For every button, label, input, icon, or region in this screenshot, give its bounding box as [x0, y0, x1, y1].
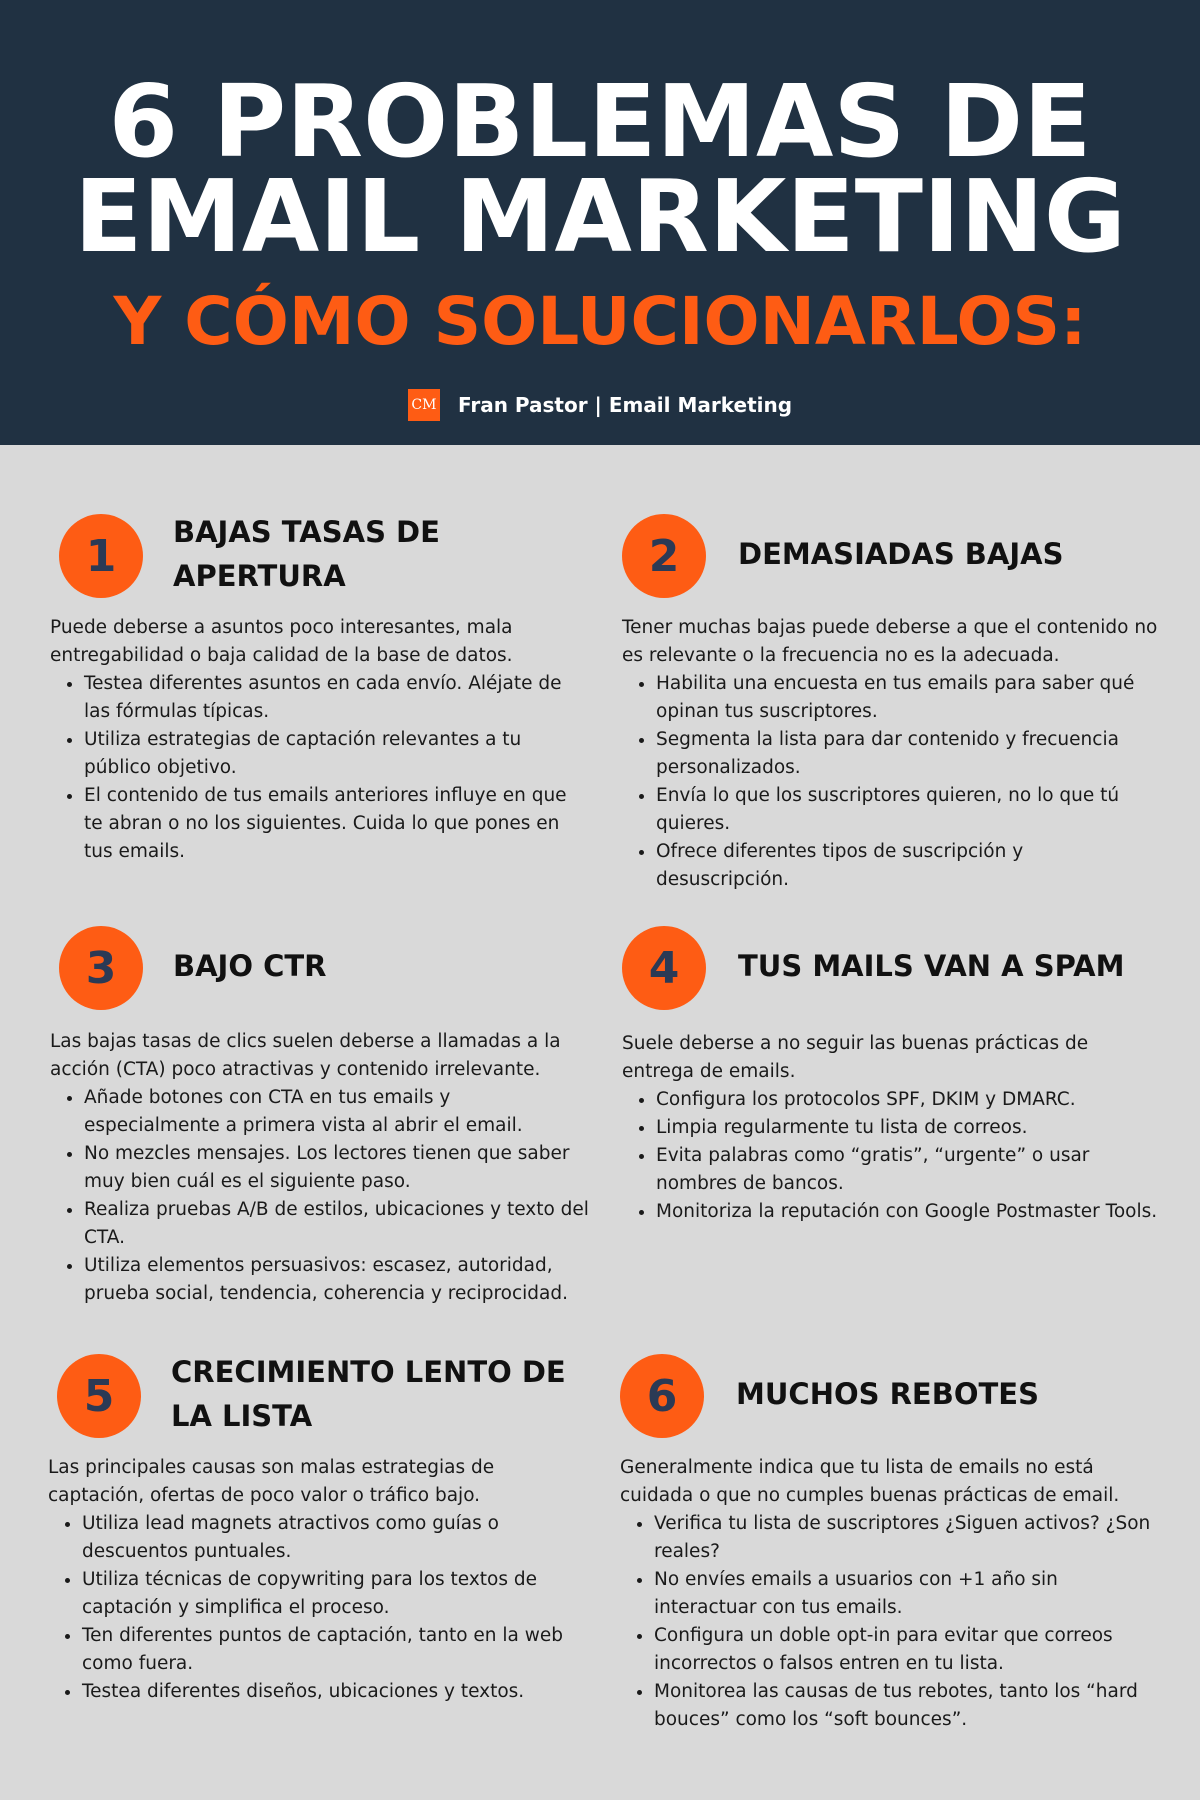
section-title: TUS MAILS VAN A SPAM	[738, 949, 1125, 983]
list-item: • El contenido de tus emails anteriores influye en que te abran o no los siguientes. Cuida lo que pones en tus emails.	[84, 782, 590, 866]
bullet-list	[48, 1510, 588, 1706]
header-banner	[0, 0, 1200, 445]
list-item: • Segmenta la lista para dar contenido y frecuencia personalizados.	[656, 726, 1162, 782]
list-item: • Utiliza lead magnets atractivos como guías o descuentos puntuales.	[82, 1510, 588, 1566]
brand-name: Fran Pastor | Email Marketing	[457, 393, 793, 417]
section-title: DEMASIADAS BAJAS	[738, 537, 1064, 571]
number-badge: 5	[57, 1354, 141, 1438]
section-body	[622, 614, 1162, 894]
number-badge: 2	[622, 514, 706, 598]
section-intro: Puede deberse a asuntos poco interesantes, mala entregabilidad o baja calidad de la base de datos.	[50, 617, 513, 666]
list-item: • Utiliza elementos persuasivos: escasez, autoridad, prueba social, tendencia, coherencia y reciprocidad.	[84, 1252, 590, 1308]
bullet-list	[622, 670, 1162, 894]
list-item: • Añade botones con CTA en tus emails y especialmente a primera vista al abrir el email.	[84, 1084, 590, 1140]
list-item: • Utiliza técnicas de copywriting para los textos de captación y simplifica el proceso.	[82, 1566, 588, 1622]
list-item: • Monitoriza la reputación con Google Postmaster Tools.	[656, 1198, 1162, 1226]
section-intro: Generalmente indica que tu lista de emails no está cuidada o que no cumples buenas prácticas de email.	[620, 1457, 1120, 1506]
list-item: • Realiza pruebas A/B de estilos, ubicaciones y texto del CTA.	[84, 1196, 590, 1252]
list-item: • Envía lo que los suscriptores quieren, no lo que tú quieres.	[656, 782, 1162, 838]
main-title-line2: EMAIL MARKETING	[74, 158, 1126, 275]
cm-logo-icon: CM	[408, 389, 440, 421]
list-item: • No envíes emails a usuarios con +1 año sin interactuar con tus emails.	[654, 1566, 1165, 1622]
main-title-line1: 6 PROBLEMAS DE	[108, 63, 1092, 180]
list-item: • No mezcles mensajes. Los lectores tienen que saber muy bien cuál es el siguiente paso.	[84, 1140, 590, 1196]
bullet-list	[620, 1510, 1165, 1734]
list-item: • Habilita una encuesta en tus emails para saber qué opinan tus suscriptores.	[656, 670, 1162, 726]
list-item: • Configura un doble opt-in para evitar que correos incorrectos o falsos entren en tu lista.	[654, 1622, 1165, 1678]
list-item: • Utiliza estrategias de captación relevantes a tu público objetivo.	[84, 726, 590, 782]
list-item: • Configura los protocolos SPF, DKIM y DMARC.	[656, 1086, 1162, 1114]
bullet-list	[50, 670, 590, 866]
number-badge: 1	[59, 514, 143, 598]
section-body	[50, 1028, 590, 1308]
section-body	[622, 1030, 1162, 1226]
bullet-list	[622, 1086, 1162, 1226]
section-body	[620, 1454, 1165, 1734]
number-badge: 3	[59, 926, 143, 1010]
section-title: CRECIMIENTO LENTO DE LA LISTA	[171, 1355, 566, 1433]
number-badge: 6	[620, 1354, 704, 1438]
section-intro: Suele deberse a no seguir las buenas prácticas de entrega de emails.	[622, 1033, 1089, 1082]
brand-row	[0, 388, 1200, 422]
list-item: • Ofrece diferentes tipos de suscripción y desuscripción.	[656, 838, 1162, 894]
section-title: BAJO CTR	[173, 949, 327, 983]
list-item: • Monitorea las causas de tus rebotes, tanto los “hard bouces” como los “soft bounces”.	[654, 1678, 1165, 1734]
list-item: • Testea diferentes diseños, ubicaciones y textos.	[82, 1678, 588, 1706]
number-badge: 4	[622, 926, 706, 1010]
section-title: MUCHOS REBOTES	[736, 1377, 1039, 1411]
list-item: • Testea diferentes asuntos en cada envío. Aléjate de las fórmulas típicas.	[84, 670, 590, 726]
list-item: • Evita palabras como “gratis”, “urgente” o usar nombres de bancos.	[656, 1142, 1162, 1198]
section-intro: Las bajas tasas de clics suelen deberse a llamadas a la acción (CTA) poco atractivas y contenido irrelevante.	[50, 1031, 561, 1080]
subtitle: Y CÓMO SOLUCIONARLOS:	[113, 283, 1087, 360]
section-intro: Las principales causas son malas estrategias de captación, ofertas de poco valor o tráfico bajo.	[48, 1457, 495, 1506]
list-item: • Ten diferentes puntos de captación, tanto en la web como fuera.	[82, 1622, 588, 1678]
section-body	[50, 614, 590, 866]
list-item: • Limpia regularmente tu lista de correos.	[656, 1114, 1162, 1142]
section-intro: Tener muchas bajas puede deberse a que el contenido no es relevante o la frecuencia no es la adecuada.	[622, 617, 1158, 666]
list-item: • Verifica tu lista de suscriptores ¿Siguen activos? ¿Son reales?	[654, 1510, 1165, 1566]
section-title: BAJAS TASAS DE APERTURA	[173, 515, 440, 593]
section-body	[48, 1454, 588, 1706]
bullet-list	[50, 1084, 590, 1308]
